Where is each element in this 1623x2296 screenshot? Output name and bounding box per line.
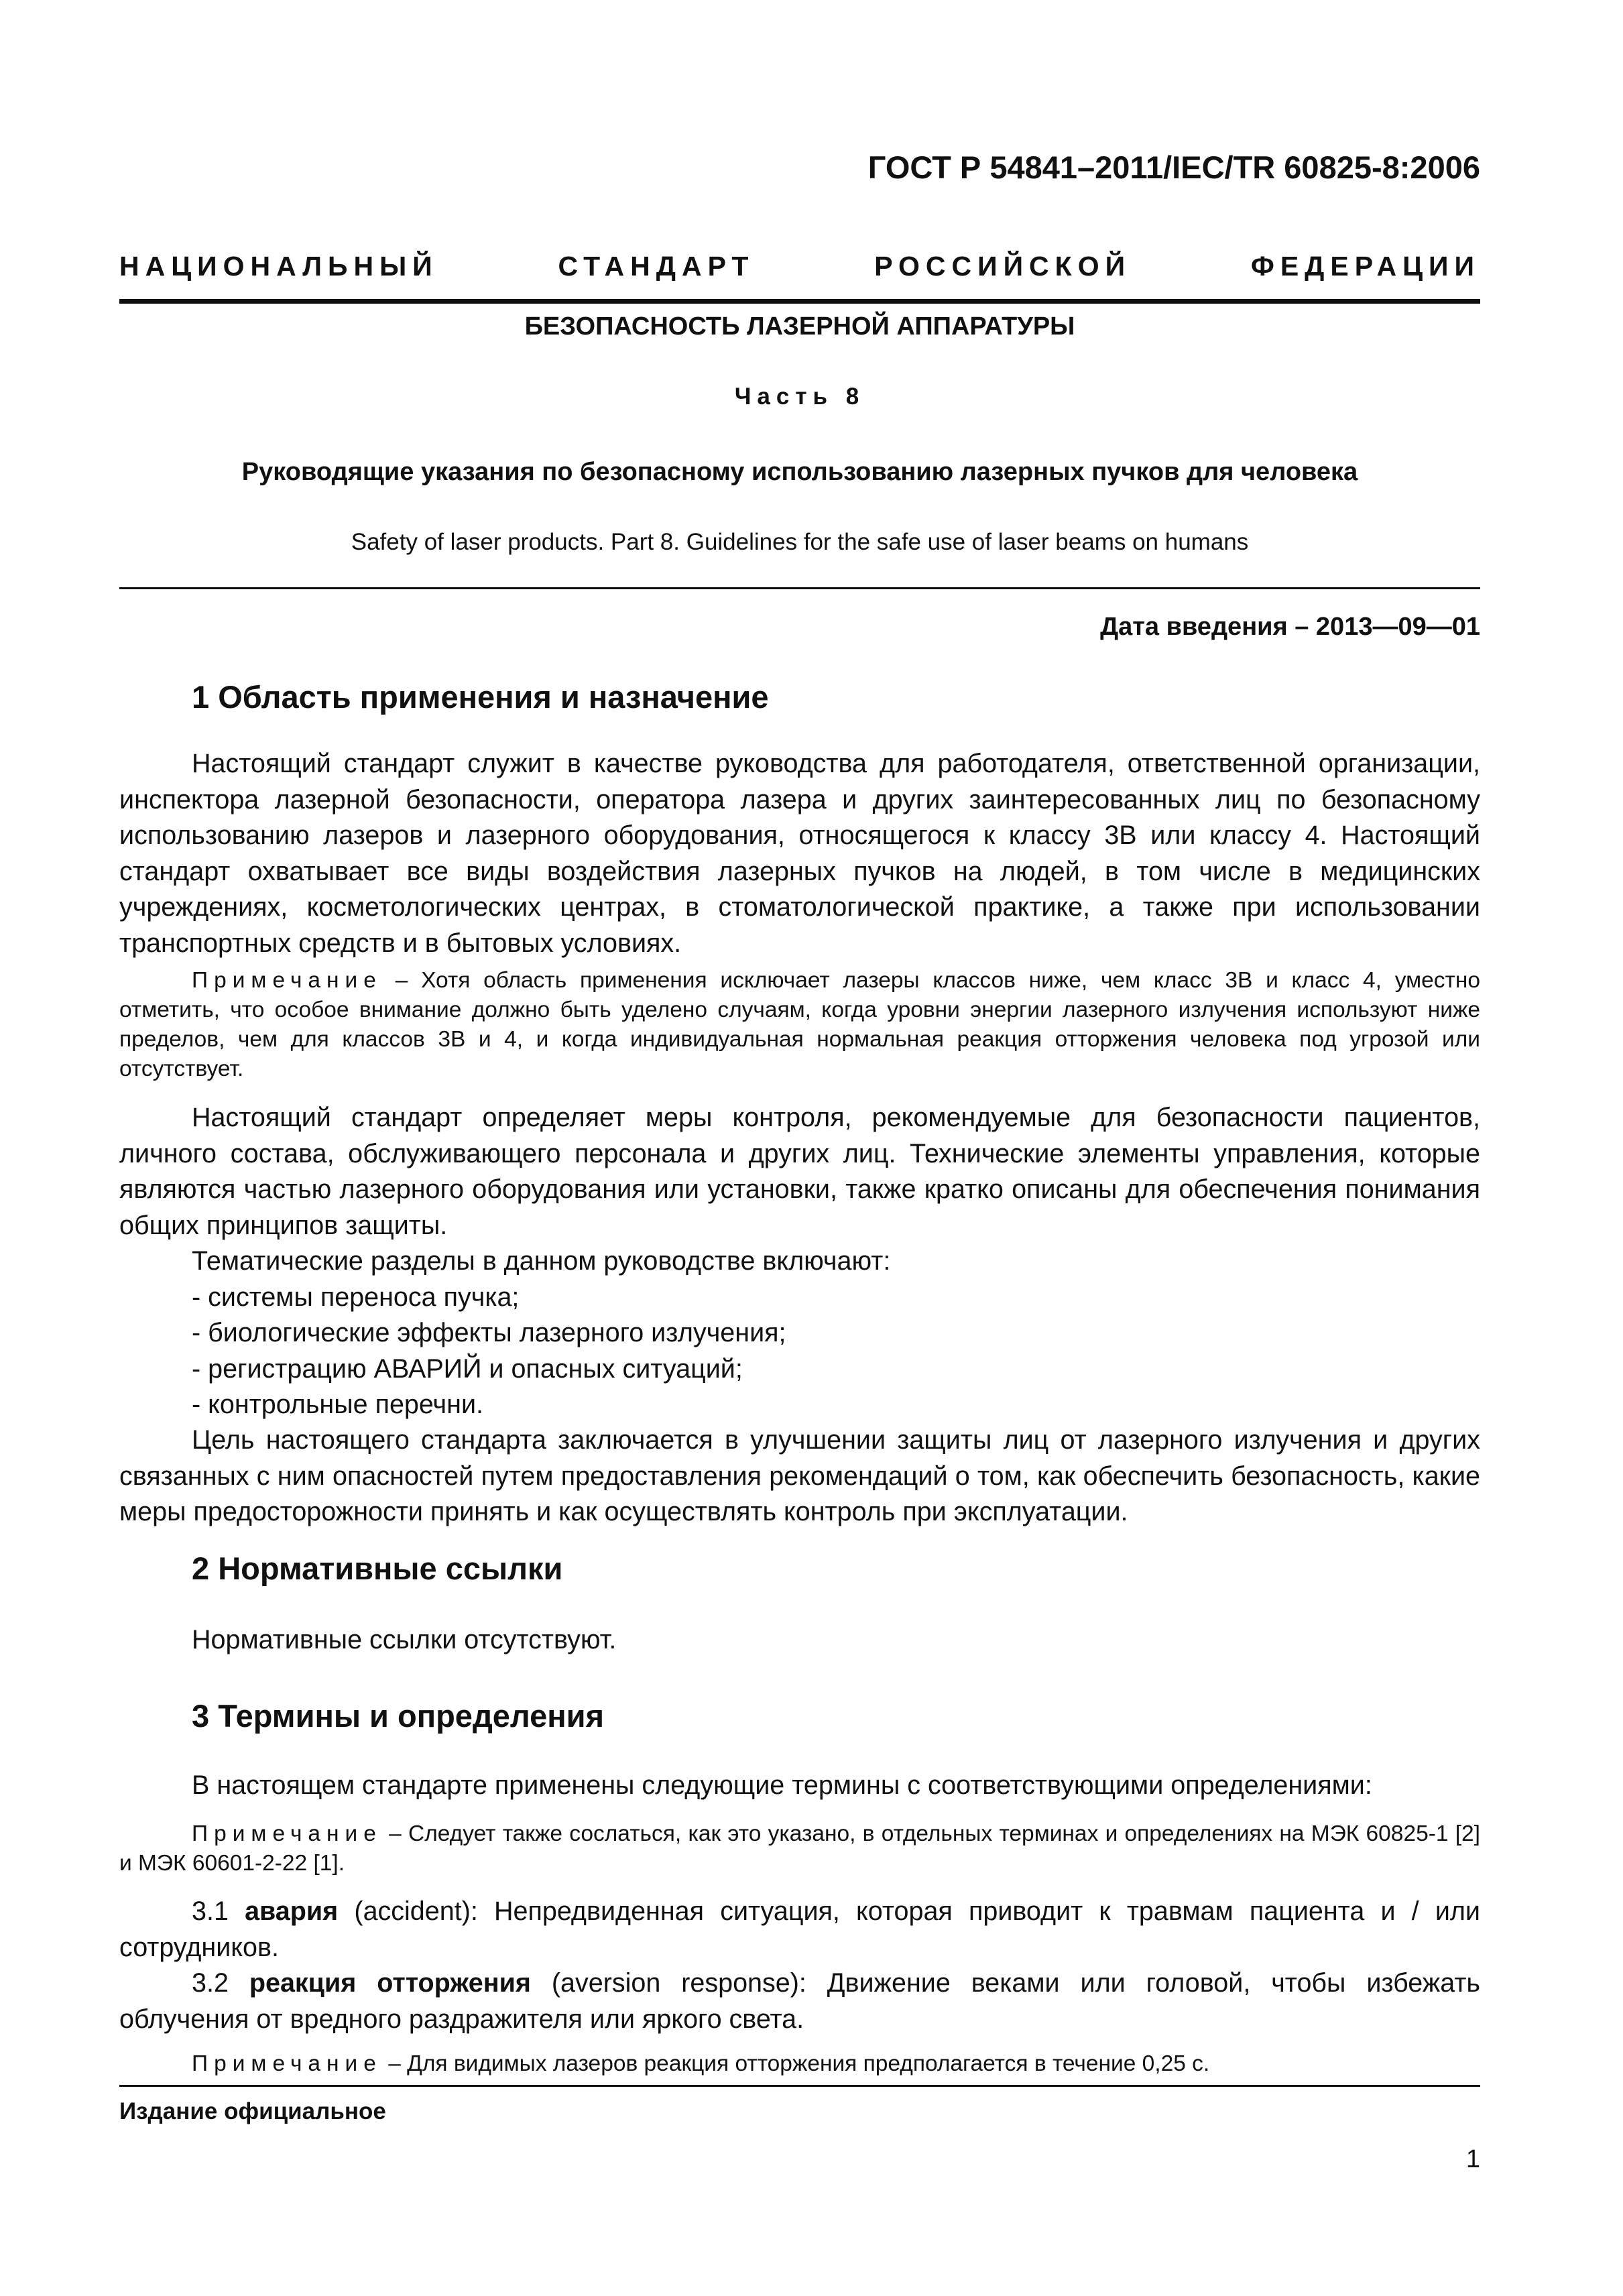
note-label: Примечание: [192, 1821, 382, 1846]
section-1-note: [119, 966, 1480, 1084]
section-3-note-2: [119, 2049, 1480, 2079]
header-divider: [119, 299, 1480, 304]
section-3-note-1: [119, 1819, 1480, 1878]
english-title: Safety of laser products. Part 8. Guidelines for the safe use of laser beams on humans: [351, 529, 1249, 555]
section-3-intro: В настоящем стандарте применены следующие термины с соответствующими определениями:: [192, 1770, 1372, 1800]
term-definition: (aversion response): Движение веками или головой, чтобы избежать облучения от вредного раздражителя или яркого света.: [119, 1968, 1480, 2034]
official-edition-label: Издание официальное: [119, 2098, 386, 2124]
term-number: 3.2: [192, 1968, 249, 1998]
section-1-heading: 1 Область применения и назначение: [192, 679, 769, 715]
note-label: Примечание: [192, 2051, 382, 2076]
note-label: Примечание: [192, 968, 382, 993]
list-item: - контрольные перечни.: [192, 1390, 483, 1419]
part-label: Часть 8: [734, 383, 865, 410]
note-text: – Следует также сослаться, как это указано, в отдельных терминах и определениях на МЭК 60825-1 [2] и МЭК 60601-2-22 [1].: [119, 1821, 1480, 1876]
section-1-paragraph-3: Цель настоящего стандарта заключается в улучшении защиты лиц от лазерного излучения и других связанных с ним опасностей путем предоставления рекомендаций о том, как обеспечить безопасность, какие меры предосторожности принять и как осуществлять контроль при эксплуатации.: [119, 1425, 1480, 1526]
list-item: - регистрацию АВАРИЙ и опасных ситуаций;: [192, 1353, 743, 1384]
term-word: авария: [245, 1896, 339, 1926]
title-divider: [119, 587, 1480, 589]
term-3-1: [119, 1894, 1480, 1966]
term-word: реакция отторжения: [249, 1968, 531, 1998]
section-3-heading: 3 Термины и определения: [192, 1698, 604, 1734]
document-id: ГОСТ Р 54841–2011/IEC/TR 60825-8:2006: [867, 149, 1480, 185]
banner-word: НАЦИОНАЛЬНЫЙ: [119, 251, 438, 282]
footer-divider: [119, 2085, 1480, 2087]
term-definition: (accident): Непредвиденная ситуация, которая приводит к травмам пациента и / или сотрудников.: [119, 1896, 1480, 1962]
introduction-date: Дата введения – 2013—09—01: [1100, 613, 1480, 641]
list-item: - биологические эффекты лазерного излучения;: [192, 1318, 786, 1347]
banner-word: РОССИЙСКОЙ: [874, 251, 1132, 282]
term-3-2: [119, 1966, 1480, 2037]
banner-word: СТАНДАРТ: [558, 251, 755, 282]
term-number: 3.1: [192, 1896, 245, 1926]
section-1-paragraph-1: Настоящий стандарт служит в качестве руководства для работодателя, ответственной организации, инспектора лазерной безопасности, оператора лазера и других заинтересованных лиц по безопасному использованию лазеров и лазерного оборудования, относящегося к классу 3В или классу 4. Настоящий стандарт охватывает все виды воздействия лазерных пучков на людей, в том числе в медицинских учреждениях, косметологических центрах, в стоматологической практике, а также при использовании транспортных средств и в бытовых условиях.: [119, 749, 1480, 958]
list-item: - системы переноса пучка;: [192, 1282, 520, 1312]
section-2-text: Нормативные ссылки отсутствуют.: [192, 1625, 617, 1654]
banner-word: ФЕДЕРАЦИИ: [1250, 251, 1480, 282]
standard-subtitle: Руководящие указания по безопасному использованию лазерных пучков для человека: [241, 458, 1358, 486]
national-standard-banner: [119, 251, 1480, 282]
page-number: 1: [1465, 2145, 1480, 2173]
section-2-heading: 2 Нормативные ссылки: [192, 1551, 563, 1586]
section-1-paragraph-2: Настоящий стандарт определяет меры контроля, рекомендуемые для безопасности пациентов, личного состава, обслуживающего персонала и других лиц. Технические элементы управления, которые являются частью лазерного оборудования или установки, также кратко описаны для обеспечения понимания общих принципов защиты.: [119, 1103, 1480, 1240]
note-text: – Хотя область применения исключает лазеры классов ниже, чем класс 3В и класс 4, уместно отметить, что особое внимание должно быть уделено случаям, когда уровни энергии лазерного излучения используют ниже пределов, чем для классов 3В и 4, и когда индивидуальная нормальная реакция отторжения человека под угрозой или отсутствует.: [119, 968, 1480, 1081]
list-intro: Тематические разделы в данном руководстве включают:: [192, 1246, 891, 1276]
note-text: – Для видимых лазеров реакция отторжения предполагается в течение 0,25 с.: [381, 2051, 1210, 2076]
topics-list: [192, 1244, 1479, 1423]
standard-title: БЕЗОПАСНОСТЬ ЛАЗЕРНОЙ АППАРАТУРЫ: [524, 312, 1075, 341]
